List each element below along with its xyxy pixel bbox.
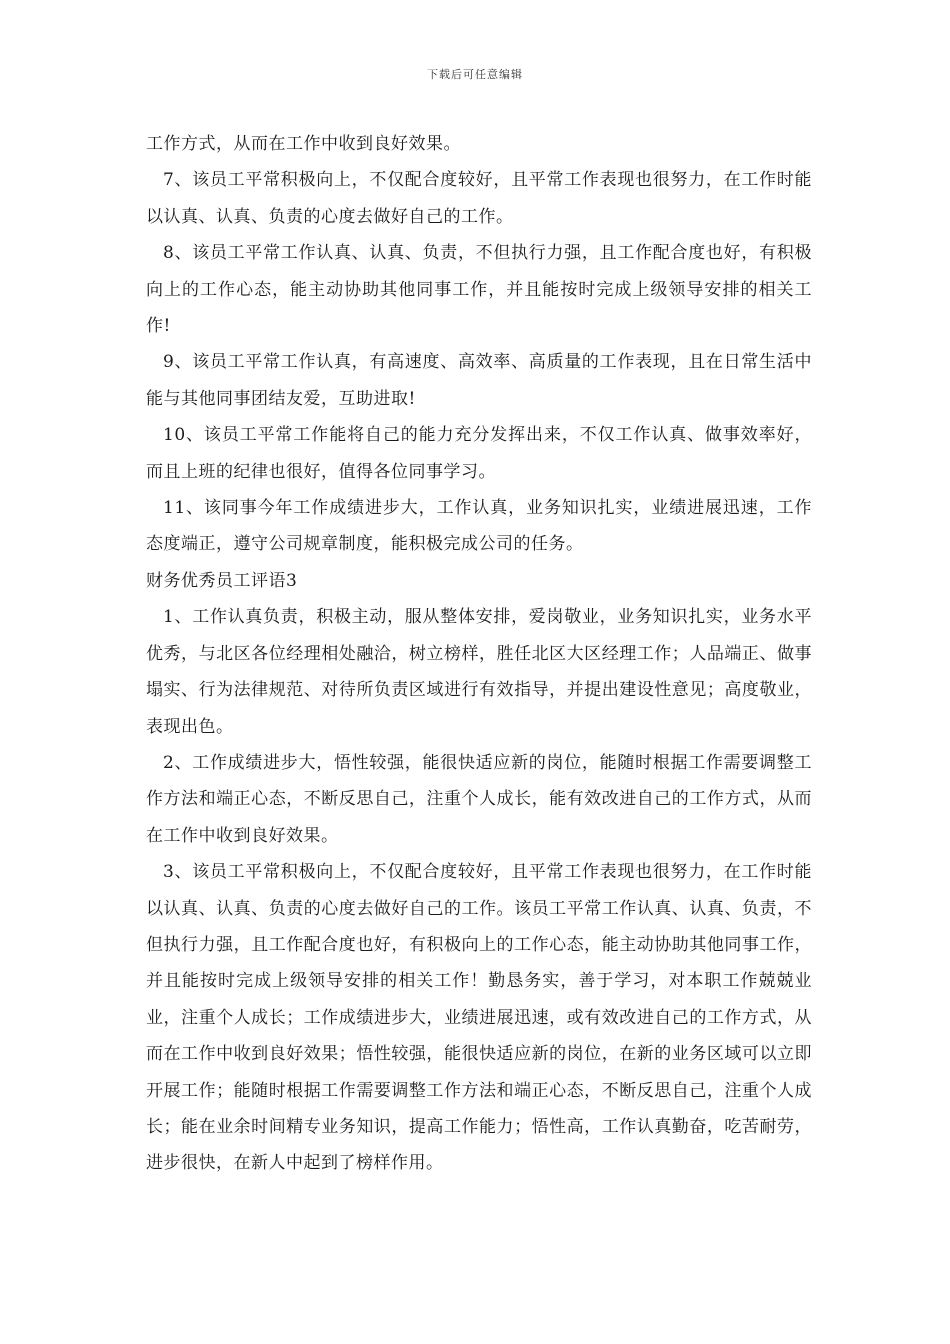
section-paragraph-item-3: 3、该员工平常积极向上，不仅配合度较好，且平常工作表现也很努力，在工作时能以认真、认真、负责的心度去做好自己的工作。该员工平常工作认真、认真、负责，不但执行力强，且工作配合度也好，有积极向上的工作心态，能主动协助其他同事工作，并且能按时完成上级领导安排的相关工作！勤恳务实，善于学习，对本职工作兢兢业业，注重个人成长；工作成绩进步大，业绩进展迅速，或有效改进自己的工作方式，从而在工作中收到良好效果；悟性较强，能很快适应新的岗位，在新的业务区域可以立即开展工作；能随时根据工作需要调整工作方法和端正心态，不断反思自己，注重个人成长；能在业余时间精专业务知识，提高工作能力；悟性高，工作认真勤奋，吃苦耐劳，进步很快，在新人中起到了榜样作用。 [146, 862, 812, 1174]
section-title: 财务优秀员工评语3 [146, 570, 298, 591]
paragraph-item-10: 10、该员工平常工作能将自己的能力充分发挥出来，不仅工作认真、做事效率好，而且上班的纪律也很好，值得各位同事学习。 [146, 425, 812, 482]
document-body [146, 126, 812, 1182]
page-header: 下载后可任意编辑 [427, 68, 523, 81]
paragraph-item-11: 11、该同事今年工作成绩进步大，工作认真，业务知识扎实，业绩进展迅速，工作态度端正，遵守公司规章制度，能积极完成公司的任务。 [146, 498, 812, 555]
section-paragraph-item-2: 2、工作成绩进步大，悟性较强，能很快适应新的岗位，能随时根据工作需要调整工作方法和端正心态，不断反思自己，注重个人成长，能有效改进自己的工作方式，从而在工作中收到良好效果。 [146, 752, 812, 846]
paragraph-item-8: 8、该员工平常工作认真、认真、负责，不但执行力强，且工作配合度也好，有积极向上的工作心态，能主动协助其他同事工作，并且能按时完成上级领导安排的相关工作! [146, 243, 812, 337]
paragraph-item-7: 7、该员工平常积极向上，不仅配合度较好，且平常工作表现也很努力，在工作时能以认真、认真、负责的心度去做好自己的工作。 [146, 170, 812, 227]
paragraph-item-9: 9、该员工平常工作认真，有高速度、高效率、高质量的工作表现，且在日常生活中能与其他同事团结友爱，互助进取! [146, 352, 812, 409]
section-paragraph-item-1: 1、工作认真负责，积极主动，服从整体安排，爱岗敬业，业务知识扎实，业务水平优秀，与北区各位经理相处融洽，树立榜样，胜任北区大区经理工作；人品端正、做事塌实、行为法律规范、对待所负责区域进行有效指导，并提出建设性意见；高度敬业，表现出色。 [146, 607, 812, 737]
paragraph-continuation: 工作方式，从而在工作中收到良好效果。 [146, 134, 461, 154]
